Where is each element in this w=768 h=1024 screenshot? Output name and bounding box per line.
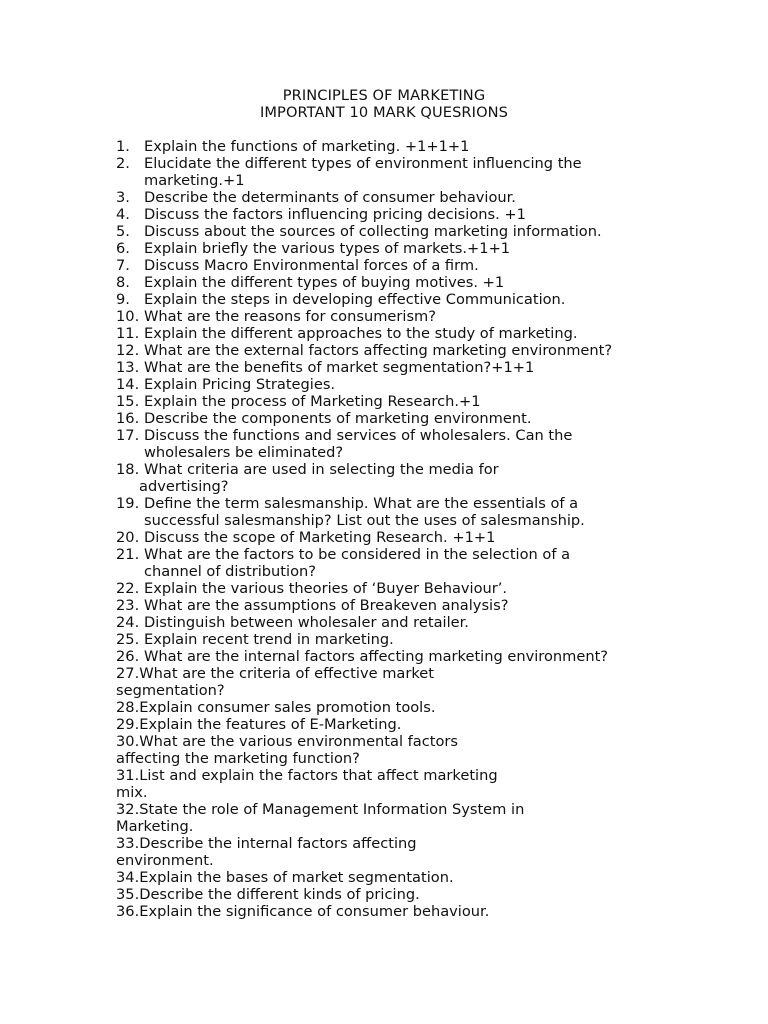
question-text: Elucidate the different types of environment influencing the marketing.+1 <box>144 155 582 189</box>
question-number: 14. <box>116 376 140 393</box>
question-text-continuation: advertising? <box>139 478 229 495</box>
question-item <box>116 699 676 716</box>
question-item <box>116 529 676 546</box>
question-number: 19. <box>116 495 140 512</box>
question-item <box>116 597 676 614</box>
question-number: 29. <box>116 716 140 733</box>
question-text: Explain the bases of market segmentation. <box>139 869 454 886</box>
question-text: Explain consumer sales promotion tools. <box>139 699 436 716</box>
document-subtitle: IMPORTANT 10 MARK QUESRIONS <box>259 104 509 121</box>
question-item <box>116 359 676 376</box>
question-item <box>116 376 676 393</box>
question-number: 7. <box>116 257 130 274</box>
question-number: 12. <box>116 342 140 359</box>
question-number: 16. <box>116 410 140 427</box>
question-item <box>116 835 676 869</box>
question-number: 30. <box>116 733 140 750</box>
question-item <box>116 869 676 886</box>
question-text: What are the assumptions of Breakeven analysis? <box>144 597 509 614</box>
question-number: 34. <box>116 869 140 886</box>
question-list <box>116 138 676 920</box>
question-item <box>116 648 676 665</box>
question-text: State the role of Management Information System in Marketing. <box>116 801 525 835</box>
question-text: What are the factors to be considered in the selection of a channel of distribution? <box>144 546 571 580</box>
question-text: Describe the determinants of consumer behaviour. <box>144 189 516 206</box>
question-item <box>116 546 676 580</box>
question-text: What are the internal factors affecting marketing environment? <box>144 648 609 665</box>
question-item <box>116 155 676 189</box>
question-item <box>116 716 676 733</box>
question-item <box>116 801 676 835</box>
question-number: 3. <box>116 189 130 206</box>
question-item <box>116 495 676 529</box>
question-text: Explain Pricing Strategies. <box>144 376 336 393</box>
question-number: 15. <box>116 393 140 410</box>
question-number: 11. <box>116 325 140 342</box>
question-text: Explain briefly the various types of markets.+1+1 <box>144 240 511 257</box>
question-number: 35. <box>116 886 140 903</box>
question-item <box>116 631 676 648</box>
question-text: Explain the process of Marketing Research.+1 <box>144 393 481 410</box>
question-number: 1. <box>116 138 130 155</box>
question-number: 31. <box>116 767 140 784</box>
question-number: 25. <box>116 631 140 648</box>
question-item <box>116 308 676 325</box>
question-number: 20. <box>116 529 140 546</box>
question-item <box>116 274 676 291</box>
question-text: Explain the different types of buying motives. +1 <box>144 274 505 291</box>
question-item <box>116 580 676 597</box>
question-item <box>116 138 676 155</box>
question-item <box>116 240 676 257</box>
question-number: 13. <box>116 359 140 376</box>
question-item <box>116 393 676 410</box>
question-item <box>116 257 676 274</box>
question-number: 27. <box>116 665 140 682</box>
question-number: 10. <box>116 308 140 325</box>
question-text: List and explain the factors that affect marketing mix. <box>116 767 498 801</box>
question-text: Distinguish between wholesaler and retailer. <box>144 614 469 631</box>
question-text: Define the term salesmanship. What are the essentials of a successful salesmanship? List out the uses of salesmanship. <box>144 495 585 529</box>
question-number: 9. <box>116 291 130 308</box>
question-item <box>116 733 676 767</box>
question-text: Explain the features of E-Marketing. <box>139 716 402 733</box>
question-text: Explain the significance of consumer behaviour. <box>139 903 490 920</box>
question-item <box>116 410 676 427</box>
question-text: What are the external factors affecting marketing environment? <box>144 342 613 359</box>
question-item <box>116 427 676 461</box>
question-item <box>116 223 676 240</box>
question-text: Discuss about the sources of collecting marketing information. <box>144 223 602 240</box>
question-number: 24. <box>116 614 140 631</box>
question-number: 18. <box>116 461 140 478</box>
question-number: 32. <box>116 801 140 818</box>
question-text: Describe the components of marketing environment. <box>144 410 532 427</box>
question-number: 17. <box>116 427 140 444</box>
question-text: Discuss the scope of Marketing Research. +1+1 <box>144 529 496 546</box>
question-number: 21. <box>116 546 140 563</box>
question-number: 2. <box>116 155 130 172</box>
question-number: 8. <box>116 274 130 291</box>
question-text: Discuss the functions and services of wholesalers. Can the wholesalers be eliminated? <box>144 427 573 461</box>
question-text: Describe the different kinds of pricing. <box>139 886 420 903</box>
question-item <box>116 767 676 801</box>
question-text: Describe the internal factors affecting environment. <box>116 835 417 869</box>
question-item <box>116 665 676 699</box>
question-number: 36. <box>116 903 140 920</box>
question-text: What are the benefits of market segmentation?+1+1 <box>144 359 535 376</box>
question-number: 26. <box>116 648 140 665</box>
question-number: 4. <box>116 206 130 223</box>
question-item <box>116 614 676 631</box>
question-text: What are the criteria of effective market segmentation? <box>116 665 435 699</box>
question-number: 22. <box>116 580 140 597</box>
question-text: Explain recent trend in marketing. <box>144 631 394 648</box>
question-text: Discuss the factors influencing pricing decisions. +1 <box>144 206 526 223</box>
question-number: 5. <box>116 223 130 240</box>
question-text: Discuss Macro Environmental forces of a firm. <box>144 257 479 274</box>
question-item <box>116 342 676 359</box>
question-number: 23. <box>116 597 140 614</box>
question-item <box>116 189 676 206</box>
question-text: Explain the various theories of ‘Buyer Behaviour’. <box>144 580 508 597</box>
question-item <box>116 886 676 903</box>
question-item <box>116 461 676 495</box>
question-number: 28. <box>116 699 140 716</box>
question-text: Explain the different approaches to the study of marketing. <box>144 325 578 342</box>
question-text: What are the reasons for consumerism? <box>144 308 437 325</box>
question-item <box>116 325 676 342</box>
question-number: 33. <box>116 835 140 852</box>
question-text: Explain the steps in developing effective Communication. <box>144 291 566 308</box>
question-text: Explain the functions of marketing. +1+1+1 <box>144 138 470 155</box>
question-item <box>116 903 676 920</box>
question-text: What criteria are used in selecting the media for <box>144 461 499 478</box>
question-item <box>116 206 676 223</box>
document-title: PRINCIPLES OF MARKETING <box>282 87 486 104</box>
question-text: What are the various environmental factors affecting the marketing function? <box>116 733 459 767</box>
question-item <box>116 291 676 308</box>
question-number: 6. <box>116 240 130 257</box>
